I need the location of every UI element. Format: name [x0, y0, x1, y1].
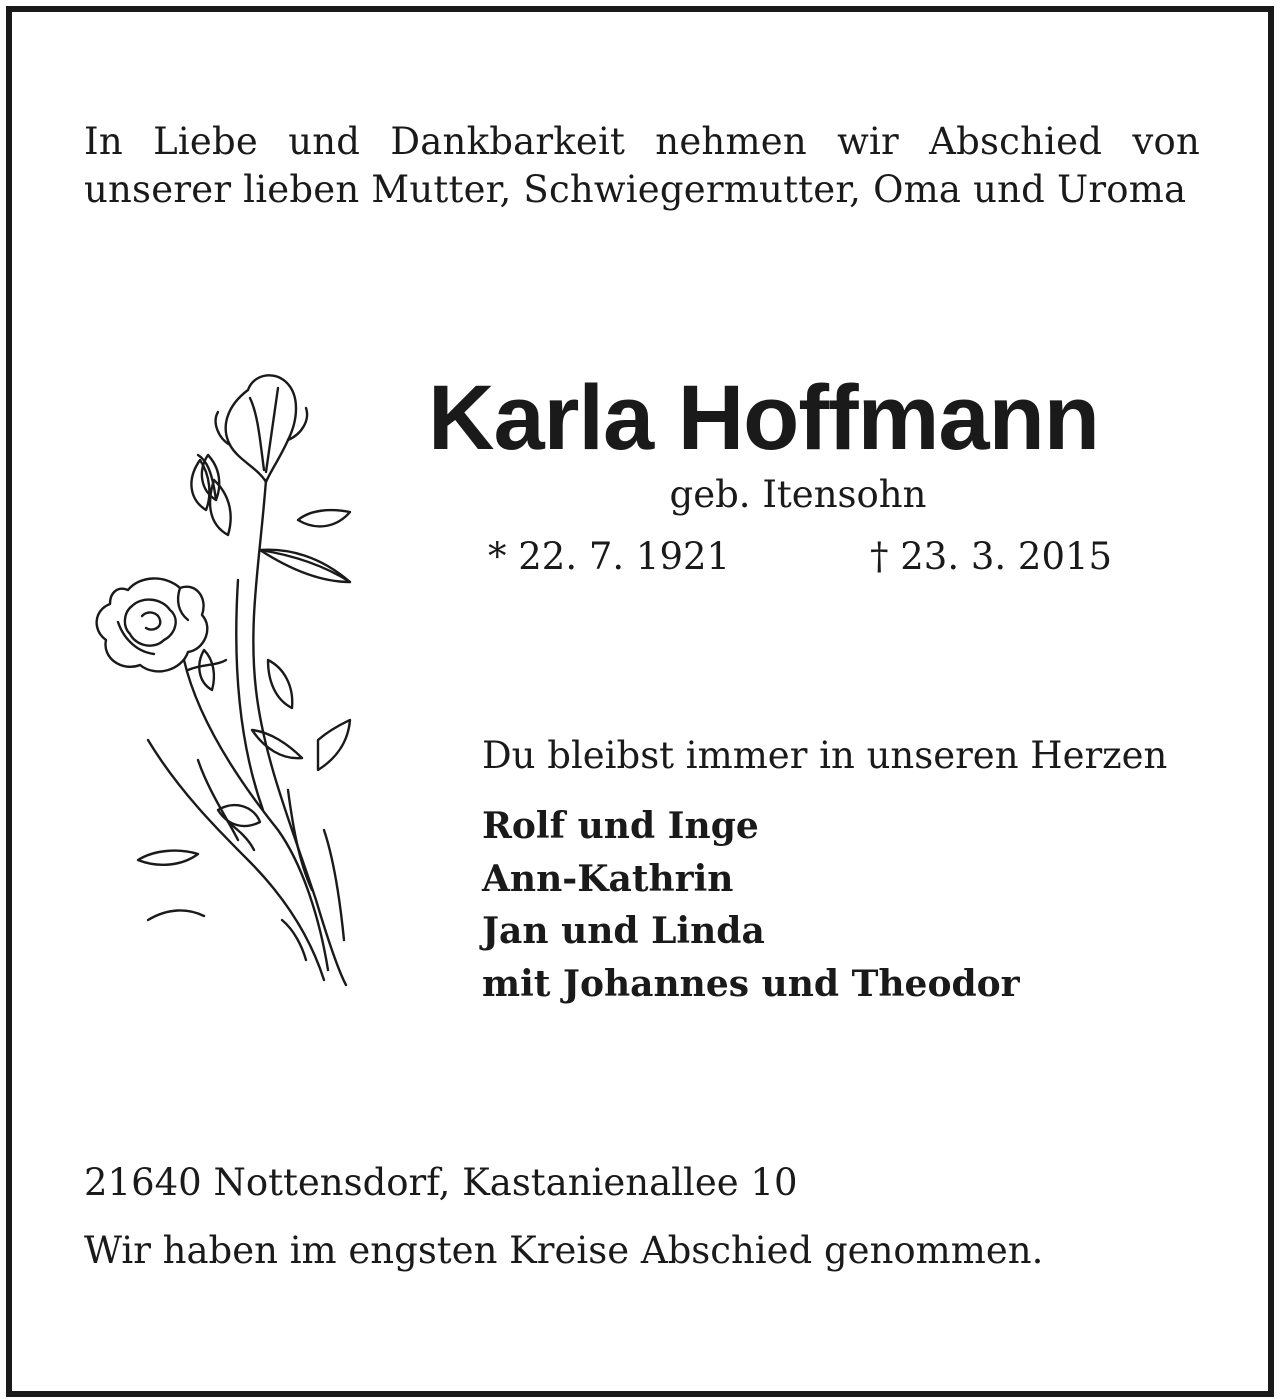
closing-text: Wir haben im engsten Kreise Abschied genommen.	[84, 1229, 1044, 1272]
deceased-name: Karla Hoffmann	[428, 367, 1099, 469]
intro-text	[84, 118, 1200, 214]
rose-illustration-icon	[88, 360, 378, 990]
family-member: Jan und Linda	[482, 910, 765, 952]
death-date: † 23. 3. 2015	[870, 535, 1113, 578]
family-member: Ann-Kathrin	[482, 857, 734, 900]
family-member: mit Johannes und Theodor	[482, 962, 1020, 1005]
intro-line-2: unserer lieben Mutter, Schwiegermutter, Oma und Uroma	[84, 168, 1187, 211]
address-text: 21640 Nottensdorf, Kastanienallee 10	[84, 1161, 798, 1204]
family-list	[482, 800, 1020, 1010]
family-member: Rolf und Inge	[482, 805, 759, 847]
motto-text: Du bleibst immer in unseren Herzen	[482, 734, 1168, 777]
birth-date: * 22. 7. 1921	[488, 535, 731, 578]
birth-name: geb. Itensohn	[669, 473, 927, 516]
intro-line-1: In Liebe und Dankbarkeit nehmen wir Abschied von	[84, 120, 1200, 163]
